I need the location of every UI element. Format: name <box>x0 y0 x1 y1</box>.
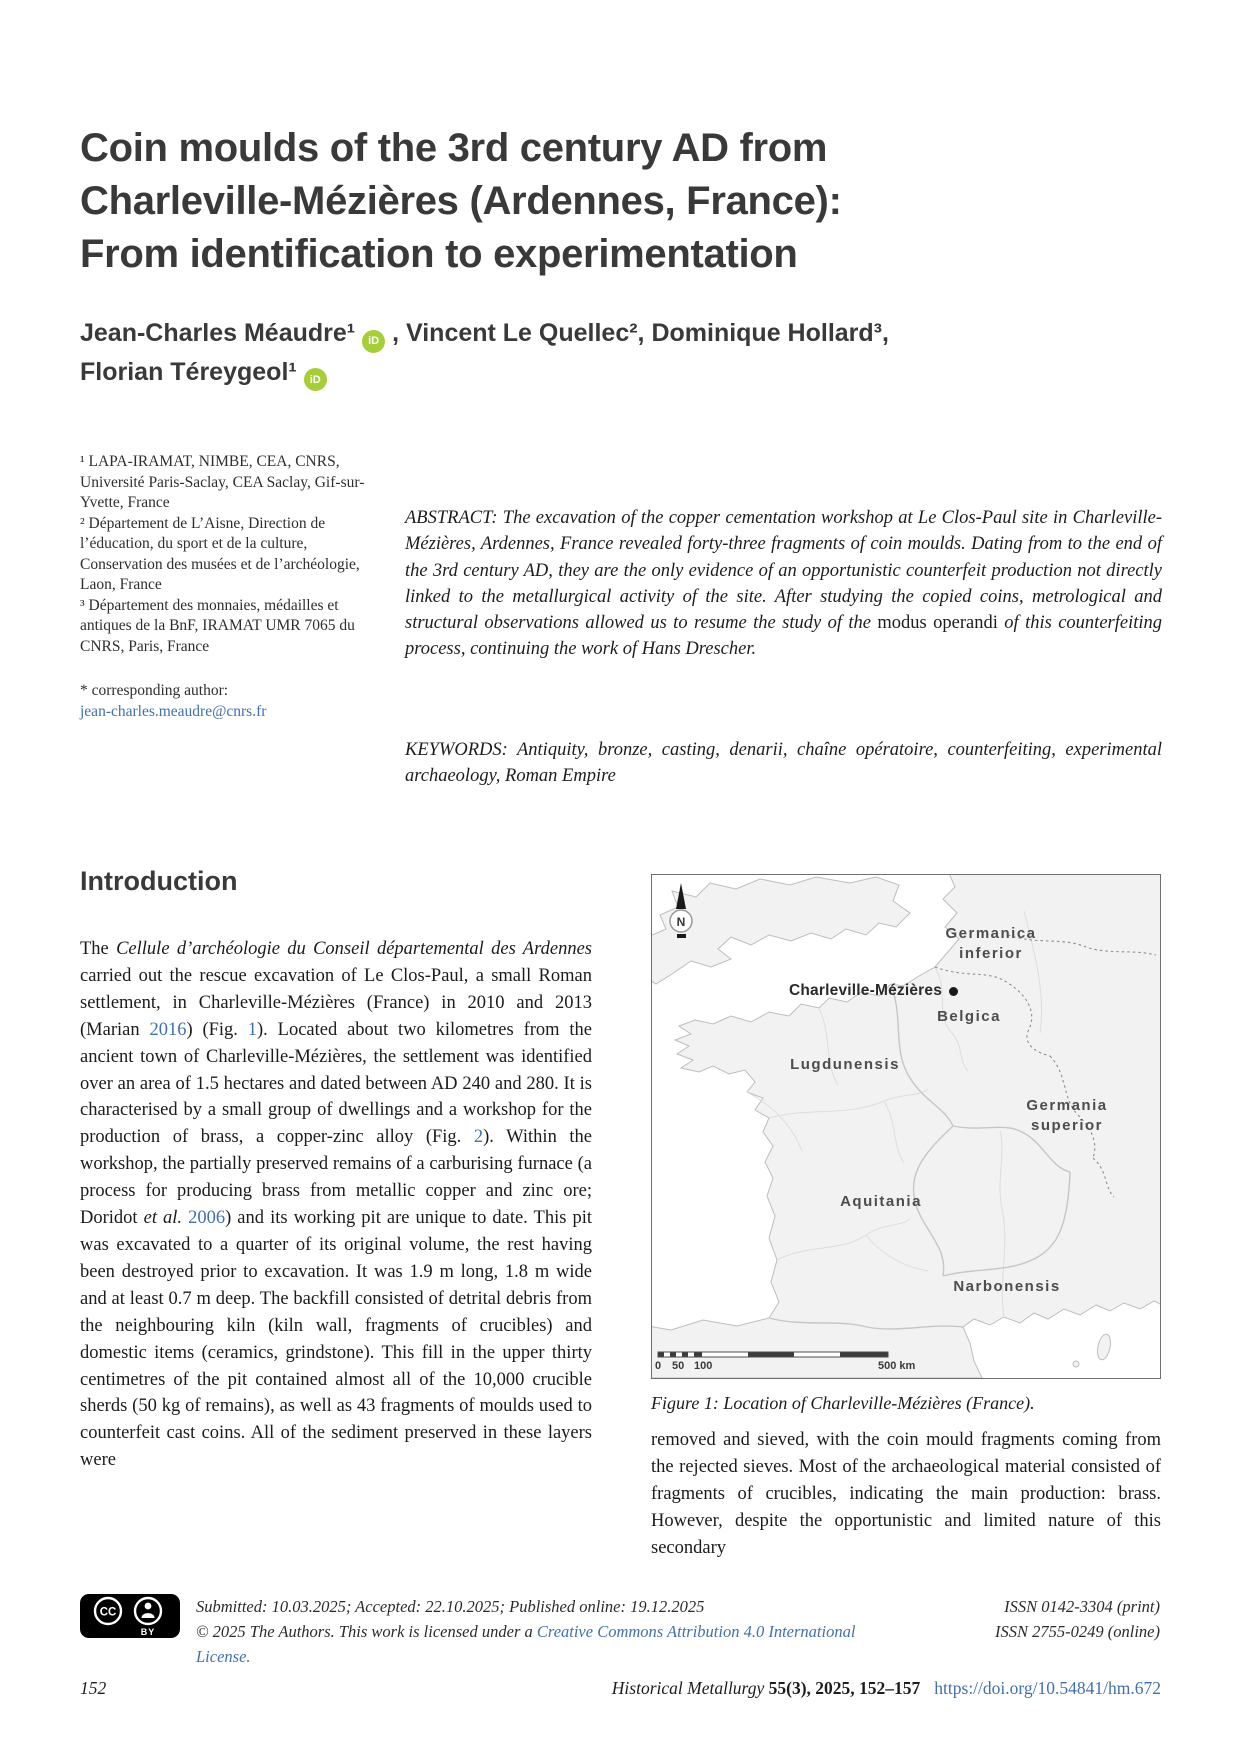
page-number: 152 <box>80 1678 107 1698</box>
small-island <box>1073 1361 1079 1367</box>
cc-by-icon <box>85 1594 175 1638</box>
authors-block <box>80 314 1080 391</box>
site-marker-dot <box>949 987 958 996</box>
authors-line-2 <box>80 353 1080 392</box>
citation-link-marian-2016[interactable]: 2016 <box>149 1019 187 1040</box>
map-label-text: Narbonensis <box>953 1278 1061 1295</box>
citation-link-doridot-2006[interactable]: 2006 <box>188 1208 226 1229</box>
corsica-island <box>1095 1333 1112 1361</box>
footer-bottom-row <box>80 1678 1161 1699</box>
doi-link[interactable]: https://doi.org/10.54841/hm.672 <box>934 1678 1161 1698</box>
title-line-1: Coin moulds of the 3rd century AD from <box>80 126 828 170</box>
intro-et-al: et al. <box>143 1208 183 1229</box>
map-label-text: Belgica <box>937 1008 1001 1025</box>
britain-landmass <box>652 877 910 984</box>
map-label-belgica <box>899 1007 1039 1027</box>
map-label-aquitania <box>776 1192 986 1212</box>
corresponding-email-link[interactable]: jean-charles.meaudre@cnrs.fr <box>80 702 267 720</box>
site-label-text: Charleville-Mézières <box>789 982 943 999</box>
scale-tick-100: 100 <box>694 1360 713 1372</box>
journal-name: Historical Metallurgy <box>611 1678 765 1698</box>
scale-tick-500km: 500 km <box>878 1360 916 1372</box>
scale-tick-50: 50 <box>672 1360 685 1372</box>
intro-text: ). Within the workshop, the partially preserved remains of a carburising furnace (a process for producing brass from metallic copper and zinc ore; Doridot <box>80 1127 592 1229</box>
map-label-text: superior <box>1030 1117 1103 1134</box>
intro-text: carried out the rescue excavation of Le Clos-Paul, a small Roman settlement, in Charleville-Mézières (France) in 2010 and 2013 (Marian <box>80 965 592 1040</box>
issn-print: ISSN 0142-3304 (print) <box>1004 1597 1160 1616</box>
intro-text: ) (Fig. <box>186 1019 248 1040</box>
intro-text: ) and its working pit are unique to date. This pit was excavated to a quarter of its original volume, the rest having been destroyed prior to excavation. It was 1.9 m long, 1.8 m wide and at least 0.7 m deep. The backfill consisted of detrital debris from the neighbouring kiln (kiln wall, fragments of crucibles) and domestic items (ceramics, grindstone). This fill in the upper thirty centimetres of the pit contained almost all of the 10,000 crucible sherds (50 kg of remains), as well as 43 fragments of moulds used to counterfeit cast coins. All of the sediment preserved in these layers were <box>80 1208 592 1471</box>
keywords-text: Antiquity, bronze, casting, denarii, chaîne opératoire, counterfeiting, experimental archaeology, Roman Empire <box>405 740 1162 787</box>
affiliations-column <box>80 452 380 722</box>
body-paragraph-right: removed and sieved, with the coin mould fragments coming from the rejected sieves. Most of the archaeological material consisted of fragments of crucibles, indicating the main production: brass. However, despite the opportunistic and limited nature of this secondary <box>651 1430 1161 1558</box>
abstract-text-1: The excavation of the copper cementation workshop at Le Clos-Paul site in Charleville-Mézières, Ardennes, France revealed forty-three fragments of coin moulds. Dating from to the end of the 3rd century AD, they are the only evidence of an opportunistic counterfeit production not directly linked to the metallurgical activity of the site. After studying the copied coins, metrological and structural observations allowed us to resume the study of the <box>405 508 1162 634</box>
figure-1-map <box>651 874 1161 1379</box>
journal-line <box>612 1678 921 1699</box>
authors-rest: , Vincent Le Quellec², Dominique Hollard³, <box>392 319 889 347</box>
abstract-latin-term: modus operandi <box>877 613 998 634</box>
scale-tick-0: 0 <box>655 1360 662 1372</box>
map-label-text: Germanica <box>945 925 1037 942</box>
scale-bar <box>658 1352 888 1357</box>
figure-1-caption: Figure 1: Location of Charleville-Mézières (France). <box>651 1393 1035 1413</box>
map-label-narbonensis <box>902 1277 1112 1297</box>
paper-title <box>80 122 1090 281</box>
map-site-charleville-mezieres <box>789 982 958 1000</box>
keywords <box>405 737 1162 790</box>
author-1: Jean-Charles Méaudre¹ <box>80 319 356 347</box>
map-label-germania-superior <box>982 1096 1152 1136</box>
journal-volume-pages: 55(3), 2025, 152–157 <box>768 1678 921 1698</box>
intro-italic-org: Cellule d’archéologie du Conseil départemental des Ardennes <box>116 939 592 959</box>
figure-2-link[interactable]: 2 <box>473 1127 484 1148</box>
abstract <box>405 505 1162 663</box>
copyright-text: © 2025 The Authors. This work is licensed under a <box>196 1622 537 1641</box>
body-column-right <box>651 874 1161 1562</box>
cc-icon-label: CC <box>99 1606 117 1619</box>
compass-n-label: N <box>676 915 686 929</box>
cc-by-license-badge[interactable] <box>80 1594 180 1638</box>
body-column-left <box>80 936 592 1474</box>
figure-1-link[interactable]: 1 <box>247 1019 258 1040</box>
journal-citation <box>612 1678 1161 1699</box>
abstract-label: ABSTRACT: <box>405 508 498 528</box>
abstract-text-2: of this counterfeiting process, continuing the work of Hans Drescher. <box>405 613 1162 660</box>
affiliation-3: ³ Département des monnaies, médailles et antiques de la BnF, IRAMAT UMR 7065 du CNRS, Paris, France <box>80 596 355 655</box>
authors-line-1 <box>80 314 1080 353</box>
intro-text: ). Located about two kilometres from the ancient town of Charleville-Mézières, the settlement was identified over an area of 1.5 hectares and dated between AD 240 and 280. It is characterised by a small group of dwellings and a workshop for the production of brass, a copper-zinc alloy (Fig. <box>80 1019 592 1148</box>
affiliation-2: ² Département de L’Aisne, Direction de l’éducation, du sport et de la culture, Conservation des musées et de l’archéologie, Laon, France <box>80 514 360 593</box>
title-line-2: Charleville-Mézières (Ardennes, France): <box>80 179 842 223</box>
author-4: Florian Téreygeol¹ <box>80 357 297 386</box>
issn-online: ISSN 2755-0249 (online) <box>995 1622 1160 1641</box>
footer-dates: Submitted: 10.03.2025; Accepted: 22.10.2025; Published online: 19.12.2025 <box>196 1597 705 1616</box>
license-link[interactable]: Creative Commons Attribution 4.0 International License. <box>196 1622 856 1666</box>
orcid-icon[interactable]: iD <box>304 368 327 391</box>
footer-publication-info <box>196 1594 886 1669</box>
keywords-label: KEYWORDS: <box>405 740 508 760</box>
map-label-text: inferior <box>959 945 1023 962</box>
affiliation-1: ¹ LAPA-IRAMAT, NIMBE, CEA, CNRS, Université Paris-Saclay, CEA Saclay, Gif-sur-Yvette, France <box>80 453 365 511</box>
corresponding-label: * corresponding author: <box>80 682 229 699</box>
orcid-icon[interactable]: iD <box>362 330 385 353</box>
map-label-text: Aquitania <box>840 1193 922 1210</box>
intro-text: The <box>80 939 117 959</box>
title-line-3: From identification to experimentation <box>80 232 798 276</box>
map-label-lugdunensis <box>740 1055 950 1075</box>
section-heading-introduction: Introduction <box>80 866 238 896</box>
map-label-germanica-inferior <box>903 924 1079 964</box>
footer-issn <box>995 1594 1160 1644</box>
footer-copyright <box>196 1619 886 1669</box>
by-icon-label: BY <box>140 1627 156 1637</box>
map-label-text: Germania <box>1026 1097 1108 1114</box>
map-label-text: Lugdunensis <box>790 1056 900 1073</box>
corresponding-author <box>80 681 380 722</box>
